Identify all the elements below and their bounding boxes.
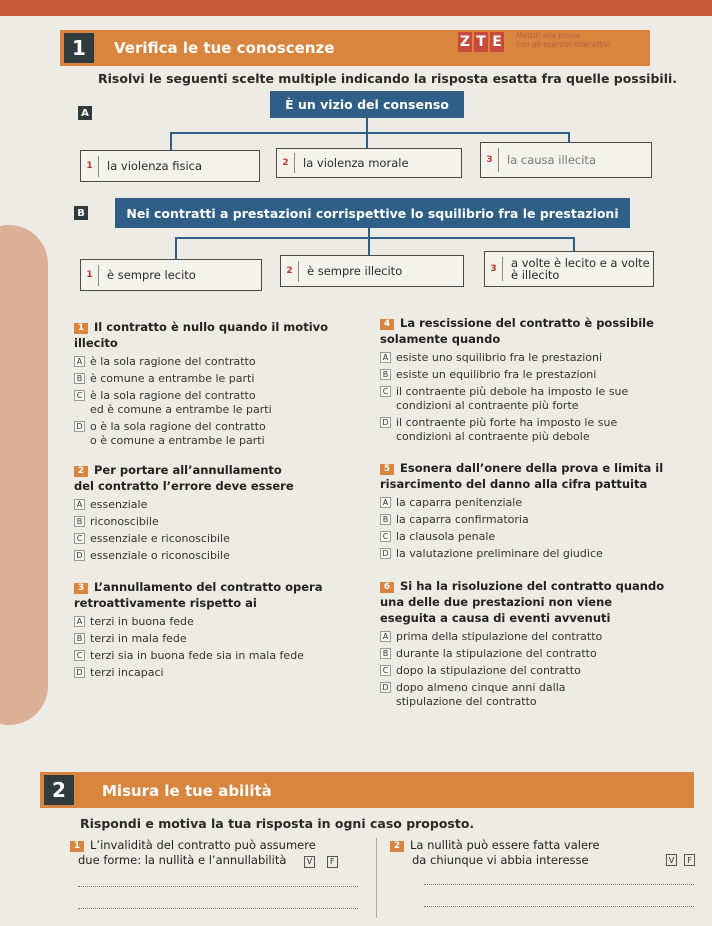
- answer-text: [90, 666, 164, 680]
- answer-option[interactable]: [380, 385, 680, 413]
- section-1-title: Verifica le tue conoscenze: [114, 39, 335, 57]
- question-title: [380, 460, 680, 492]
- exercise-item: [70, 838, 370, 868]
- answer-text-line: riconoscibile: [90, 515, 159, 528]
- scheme-b-connector: [175, 237, 177, 259]
- answer-text-line: condizioni al contraente più debole: [396, 430, 590, 443]
- answer-text-line: è la sola ragione del contratto: [90, 355, 256, 368]
- answer-letter: D: [74, 667, 85, 678]
- zte-letter: Z: [459, 34, 471, 50]
- answer-option[interactable]: [74, 389, 364, 417]
- answer-text: [90, 498, 147, 512]
- section-2-number: 2: [44, 775, 74, 805]
- answer-text: [90, 532, 230, 546]
- answer-text: [396, 351, 602, 365]
- answer-line[interactable]: [424, 884, 694, 885]
- answer-option[interactable]: [380, 630, 680, 644]
- answer-text: [90, 389, 272, 417]
- answer-option[interactable]: [380, 416, 680, 444]
- answer-text-line: il contraente più forte ha imposto le sue: [396, 416, 618, 429]
- answer-text: [396, 496, 522, 510]
- answer-letter: A: [74, 499, 85, 510]
- question-text: Il contratto è nullo quando il motivo: [94, 320, 329, 334]
- question-block: [380, 460, 680, 564]
- answer-letter: D: [74, 421, 85, 432]
- scheme-a-connector: [366, 118, 368, 133]
- answer-text: [90, 355, 256, 369]
- answer-option[interactable]: [74, 420, 364, 448]
- scheme-a-option[interactable]: [480, 142, 652, 178]
- exercise-text: La nullità può essere fatta valere: [410, 838, 600, 852]
- option-text-line: è illecito: [511, 268, 560, 282]
- option-number: 3: [481, 148, 499, 172]
- answer-text: [90, 649, 304, 663]
- answer-text-line: essenziale o riconoscibile: [90, 549, 230, 562]
- answer-text-line: dopo la stipulazione del contratto: [396, 664, 581, 677]
- answer-text: [396, 385, 628, 413]
- zte-note-line: Mettiti alla prova: [516, 31, 580, 40]
- question-text: La rescissione del contratto è possibile: [400, 316, 654, 330]
- answer-text-line: terzi incapaci: [90, 666, 164, 679]
- answer-letter: A: [380, 497, 391, 508]
- answer-letter: B: [380, 369, 391, 380]
- answer-text-line: o è la sola ragione del contratto: [90, 420, 266, 433]
- question-number: 3: [74, 583, 88, 594]
- question-text: illecito: [74, 336, 118, 350]
- question-block: [74, 319, 364, 451]
- answer-text-line: condizioni al contraente più forte: [396, 399, 579, 412]
- exercise-item: [390, 838, 695, 868]
- answer-option[interactable]: [74, 649, 364, 663]
- answer-letter: A: [74, 616, 85, 627]
- section-2-instruction: Rispondi e motiva la tua risposta in ogni caso proposto.: [80, 816, 475, 831]
- question-text: L’annullamento del contratto opera: [94, 580, 323, 594]
- answer-text-line: esiste un equilibrio fra le prestazioni: [396, 368, 597, 381]
- answer-text: [396, 547, 603, 561]
- question-block: [74, 579, 364, 683]
- exercise-text: L’invalidità del contratto può assumere: [90, 838, 316, 852]
- question-number: 6: [380, 582, 394, 593]
- question-block: [74, 462, 364, 566]
- section-1-number: 1: [64, 33, 94, 63]
- answer-letter: C: [380, 531, 391, 542]
- zte-letter: E: [490, 32, 504, 52]
- option-text-line: a volte è lecito e a volte: [511, 256, 650, 270]
- answer-letter: B: [74, 373, 85, 384]
- answer-option[interactable]: [380, 496, 680, 510]
- section-2-title: Misura le tue abilità: [102, 782, 272, 800]
- answer-text-line: la caparra penitenziale: [396, 496, 523, 509]
- question-title: [380, 315, 680, 347]
- scheme-a-tag: A: [78, 106, 92, 120]
- answer-text-line: essenziale: [90, 498, 148, 511]
- answer-text-line: la caparra confirmatoria: [396, 513, 529, 526]
- false-checkbox[interactable]: F: [327, 856, 338, 868]
- option-text: la violenza fisica: [107, 159, 203, 173]
- answer-text-line: è la sola ragione del contratto: [90, 389, 256, 402]
- answer-text: [396, 630, 602, 644]
- answer-option[interactable]: [380, 351, 680, 365]
- answer-text: [90, 615, 194, 629]
- option-number: 2: [277, 153, 295, 173]
- answer-text: [90, 420, 266, 448]
- answer-letter: A: [74, 356, 85, 367]
- question-text: del contratto l’errore deve essere: [74, 479, 294, 493]
- answer-option[interactable]: [380, 681, 680, 709]
- answer-letter: C: [74, 650, 85, 661]
- answer-option[interactable]: [380, 664, 680, 678]
- answer-option[interactable]: [380, 530, 680, 544]
- answer-letter: B: [74, 516, 85, 527]
- scheme-a-option[interactable]: [80, 150, 260, 182]
- answer-option[interactable]: [74, 532, 364, 546]
- answer-letter: A: [380, 631, 391, 642]
- answer-option[interactable]: [380, 513, 680, 527]
- question-block: [380, 578, 680, 712]
- answer-line[interactable]: [424, 906, 694, 907]
- zte-note-line: con gli esercizi interattivi: [516, 40, 611, 49]
- answer-text: [396, 664, 581, 678]
- top-color-band: [0, 0, 712, 16]
- zte-badge[interactable]: [458, 32, 504, 52]
- answer-option[interactable]: [74, 355, 364, 369]
- answer-letter: C: [380, 386, 391, 397]
- answer-letter: C: [380, 665, 391, 676]
- exercise-text: due forme: la nullità e l’annullabilità: [78, 853, 287, 867]
- answer-text: [396, 368, 596, 382]
- answer-option[interactable]: [74, 615, 364, 629]
- answer-letter: D: [380, 682, 391, 693]
- scheme-b-tag: B: [74, 206, 88, 220]
- answer-text-line: dopo almeno cinque anni dalla: [396, 681, 566, 694]
- option-text: è sempre lecito: [107, 268, 196, 282]
- scheme-a-heading: È un vizio del consenso: [270, 91, 464, 118]
- answer-letter: C: [74, 390, 85, 401]
- question-title: [380, 578, 680, 626]
- scheme-a-connector: [170, 132, 570, 134]
- answer-option[interactable]: [74, 498, 364, 512]
- option-text: [511, 257, 650, 281]
- true-checkbox[interactable]: V: [304, 856, 315, 868]
- answer-text: [396, 513, 529, 527]
- answer-option[interactable]: [74, 632, 364, 646]
- answer-option[interactable]: [74, 666, 364, 680]
- question-title: [74, 579, 364, 611]
- exercise-number: 2: [390, 841, 404, 852]
- scheme-b-connector: [573, 237, 575, 251]
- section-1-instruction: Risolvi le seguenti scelte multiple indicando la risposta esatta fra quelle possibili.: [98, 71, 678, 86]
- answer-text-line: la valutazione preliminare del giudice: [396, 547, 603, 560]
- question-text: retroattivamente rispetto ai: [74, 596, 257, 610]
- answer-letter: B: [380, 648, 391, 659]
- question-number: 1: [74, 323, 88, 334]
- answer-letter: C: [74, 533, 85, 544]
- answer-line[interactable]: [78, 908, 358, 909]
- option-number: 1: [81, 156, 99, 177]
- true-checkbox[interactable]: V: [666, 854, 677, 866]
- answer-text: [396, 681, 566, 709]
- answer-letter: D: [74, 550, 85, 561]
- answer-option[interactable]: [74, 549, 364, 563]
- option-number: 1: [81, 265, 99, 286]
- exercise-number: 1: [70, 841, 84, 852]
- scheme-b-connector: [368, 237, 370, 255]
- option-text: la causa illecita: [507, 153, 596, 167]
- answer-text: [396, 530, 495, 544]
- question-text: solamente quando: [380, 332, 501, 346]
- exercise-text: da chiunque vi abbia interesse: [412, 853, 589, 867]
- answer-text: [90, 632, 187, 646]
- question-number: 2: [74, 466, 88, 477]
- answer-option[interactable]: [74, 372, 364, 386]
- answer-text-line: essenziale e riconoscibile: [90, 532, 230, 545]
- scheme-b-option[interactable]: [280, 255, 464, 287]
- answer-text: [90, 515, 159, 529]
- column-divider: [376, 838, 377, 918]
- answer-text-line: è comune a entrambe le parti: [90, 372, 255, 385]
- scheme-a-option[interactable]: [276, 148, 462, 178]
- answer-text: [90, 372, 254, 386]
- answer-text-line: ed è comune a entrambe le parti: [90, 403, 272, 416]
- answer-letter: D: [380, 548, 391, 559]
- question-number: 4: [380, 319, 394, 330]
- question-block: [380, 315, 680, 447]
- answer-letter: D: [380, 417, 391, 428]
- false-checkbox[interactable]: F: [684, 854, 695, 866]
- answer-line[interactable]: [78, 886, 358, 887]
- zte-letter: T: [474, 32, 488, 52]
- question-title: [74, 462, 364, 494]
- answer-text-line: la clausola penale: [396, 530, 496, 543]
- answer-text-line: terzi in buona fede: [90, 615, 194, 628]
- question-text: una delle due prestazioni non viene: [380, 595, 613, 609]
- option-number: 3: [485, 257, 503, 281]
- question-text: eseguita a causa di eventi avvenuti: [380, 611, 611, 625]
- answer-text-line: stipulazione del contratto: [396, 695, 537, 708]
- answer-text-line: terzi sia in buona fede sia in mala fede: [90, 649, 304, 662]
- answer-text: [396, 416, 617, 444]
- answer-letter: B: [380, 514, 391, 525]
- question-title: [74, 319, 364, 351]
- answer-text-line: durante la stipulazione del contratto: [396, 647, 597, 660]
- question-text: risarcimento del danno alla cifra pattuita: [380, 477, 648, 491]
- answer-letter: A: [380, 352, 391, 363]
- scheme-b-option[interactable]: [484, 251, 654, 287]
- scheme-b-heading: Nei contratti a prestazioni corrispettive lo squilibrio fra le prestazioni: [115, 198, 630, 228]
- question-text: Si ha la risoluzione del contratto quando: [400, 579, 665, 593]
- answer-option[interactable]: [380, 547, 680, 561]
- answer-option[interactable]: [380, 647, 680, 661]
- option-text: è sempre illecito: [307, 264, 403, 278]
- answer-text-line: o è comune a entrambe le parti: [90, 434, 265, 447]
- answer-text-line: il contraente più debole ha imposto le sue: [396, 385, 629, 398]
- finger-overlay: [0, 225, 48, 725]
- option-number: 2: [281, 261, 299, 282]
- answer-option[interactable]: [380, 368, 680, 382]
- answer-text-line: esiste uno squilibrio fra le prestazioni: [396, 351, 603, 364]
- answer-text: [396, 647, 597, 661]
- scheme-a-connector: [170, 132, 172, 150]
- answer-text: [90, 549, 230, 563]
- zte-note: [516, 31, 611, 49]
- scheme-b-connector: [175, 237, 575, 239]
- option-text: la violenza morale: [303, 156, 409, 170]
- scheme-b-option[interactable]: [80, 259, 262, 291]
- answer-letter: B: [74, 633, 85, 644]
- answer-text-line: terzi in mala fede: [90, 632, 187, 645]
- question-text: Esonera dall’onere della prova e limita il: [400, 461, 664, 475]
- answer-text-line: prima della stipulazione del contratto: [396, 630, 603, 643]
- question-number: 5: [380, 464, 394, 475]
- question-text: Per portare all’annullamento: [94, 463, 282, 477]
- answer-option[interactable]: [74, 515, 364, 529]
